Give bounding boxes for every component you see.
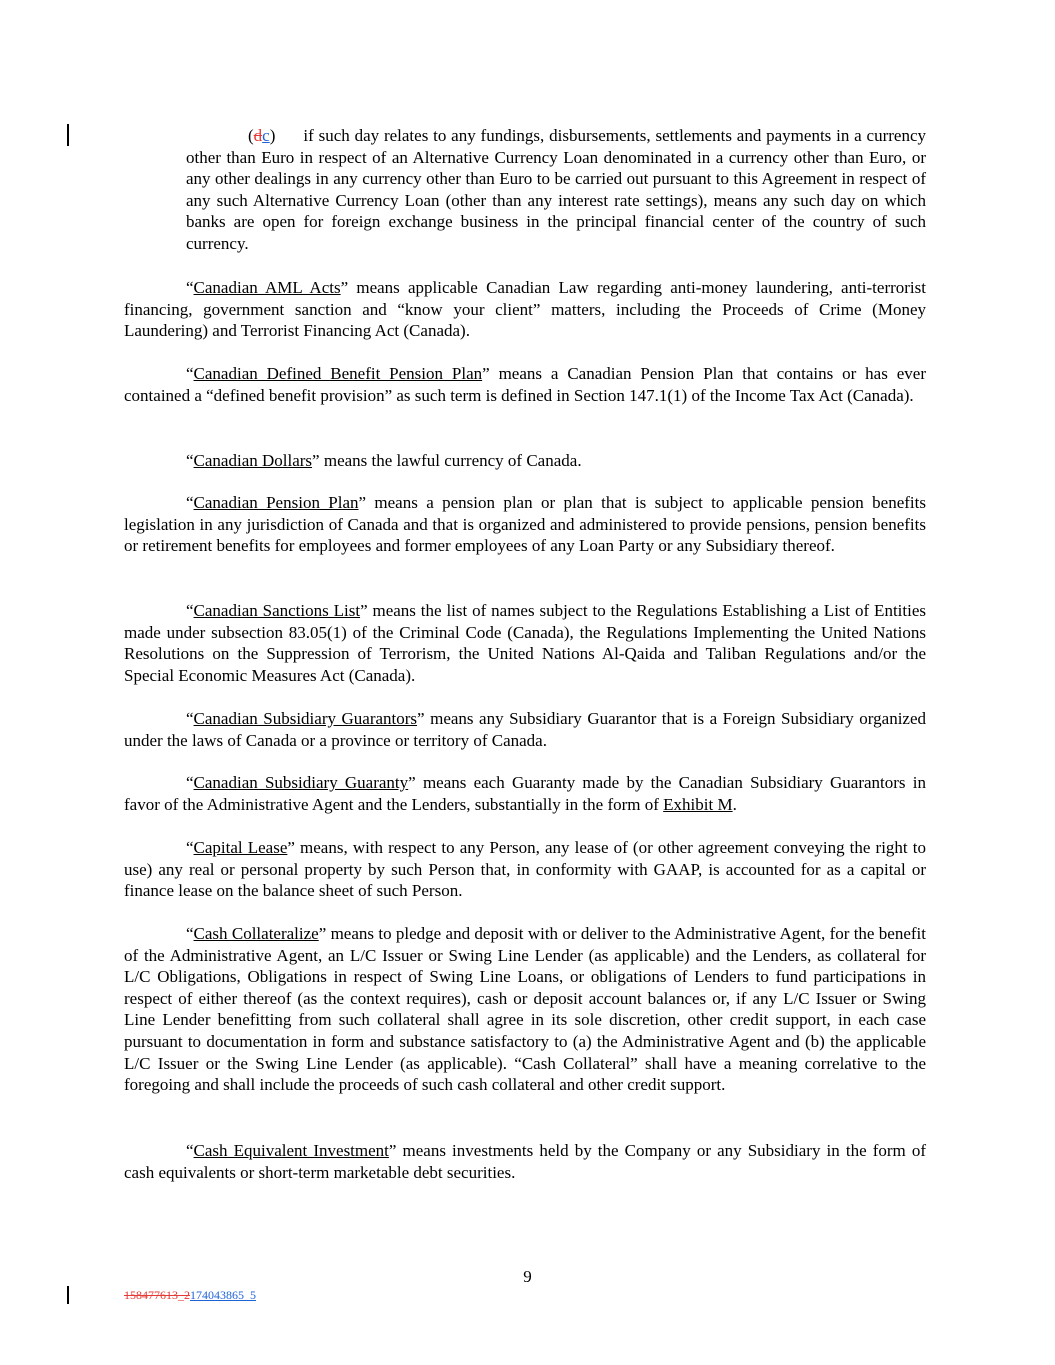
- definition-canadian-pension-plan: “Canadian Pension Plan” means a pension plan or plan that is subject to applicable pension benefits legislation in any jurisdiction of Canada and that is organized and administered to provide pensions, pension benefits or retirement benefits for employees and former employees of any Loan Party or any Subsidiary thereof.: [124, 493, 926, 556]
- definition-body: means a pension plan or plan that is subject to applicable pension benefits legislation in any jurisdiction of Canada and that is organized and administered to provide pensions, pension benefits or retirement benefits for employees and former employees of any Loan Party or any Subsidiary thereof.: [124, 493, 926, 556]
- document-id: [124, 1287, 256, 1303]
- definition-body: means a Canadian Pension Plan that contains or has ever contained a “defined benefit provision” as such term is defined in Section 147.1(1) of the Income Tax Act (Canada).: [124, 364, 926, 405]
- page-number: 9: [523, 1267, 532, 1286]
- inserted-doc-id: 174043865_5: [190, 1288, 256, 1302]
- definition-body: means the list of names subject to the Regulations Establishing a List of Entities made under subsection 83.05(1) of the Criminal Code (Canada), the Regulations Implementing the United Nations Resolutions on the Suppression of Terrorism, the United Nations Al-Qaida and Taliban Regulations and/or the Special Economic Measures Act (Canada).: [124, 601, 926, 685]
- defined-term: Canadian Sanctions List: [193, 601, 361, 620]
- definition-body: means, with respect to any Person, any lease of (or other agreement conveying the right to use) any real or personal property by such Person that, in conformity with GAAP, is accounted for as a capital or finance lease on the balance sheet of such Person.: [124, 838, 926, 901]
- definition-body: means each Guaranty made by the Canadian Subsidiary Guarantors in favor of the Administrative Agent and the Lenders, substantially in the form of: [124, 773, 926, 814]
- item-d-text: if such day relates to any fundings, disbursements, settlements and payments in a currency other than Euro in respect of an Alternative Currency Loan denominated in a currency other than Euro, or any other dealings in any currency other than Euro to be carried out pursuant to this Agreement in respect of any such Alternative Currency Loan (other than any interest rate settings), means any such day on which banks are open for foreign exchange business in the principal financial center of the country of such currency.: [186, 126, 926, 253]
- defined-term: Cash Collateralize: [193, 924, 319, 943]
- definition-cash-collateralize: “Cash Collateralize” means to pledge and deposit with or deliver to the Administrative Agent, for the benefit of the Administrative Agent, an L/C Issuer or Swing Line Lender (as applicable) and the Lenders, as collateral for L/C Obligations, Obligations in respect of Swing Line Loans, or obligations of Lenders to fund participations in respect of either thereof (as the context requires), cash or deposit account balances or, if any L/C Issuer or Swing Line Lender benefitting from such collateral shall agree in its sole discretion, other credit support, in each case pursuant to documentation in form and substance satisfactory to (a) the Administrative Agent and (b) the applicable L/C Issuer or the Swing Line Lender (as applicable). “Cash Collateral” shall have a meaning correlative to the foregoing and shall include the proceeds of such cash collateral and other credit support.: [124, 924, 926, 1095]
- defined-term: Canadian Pension Plan: [193, 493, 359, 512]
- definition-body: means any Subsidiary Guarantor that is a Foreign Subsidiary organized under the laws of Canada or a province or territory of Canada.: [124, 709, 927, 750]
- change-bar-bottom: [67, 1286, 69, 1304]
- item-d-paragraph: [186, 125, 926, 255]
- defined-term: Cash Equivalent Investment: [193, 1141, 389, 1160]
- defined-term: Canadian Subsidiary Guarantors: [193, 709, 418, 728]
- definition-cash-equivalent-investment: “Cash Equivalent Investment” means investments held by the Company or any Subsidiary in the form of cash equivalents or short-term marketable debt securities.: [124, 1141, 926, 1182]
- definition-canadian-dollars: “Canadian Dollars” means the lawful currency of Canada.: [186, 451, 582, 470]
- defined-term: Canadian Defined Benefit Pension Plan: [193, 364, 483, 383]
- definition-canadian-sanctions-list: “Canadian Sanctions List” means the list of names subject to the Regulations Establishing a List of Entities made under subsection 83.05(1) of the Criminal Code (Canada), the Regulations Implementing the United Nations Resolutions on the Suppression of Terrorism, the United Nations Al-Qaida and Taliban Regulations and/or the Special Economic Measures Act (Canada).: [124, 601, 926, 685]
- change-bar-top: [67, 124, 69, 146]
- definition-body: means the lawful currency of Canada.: [319, 451, 582, 470]
- exhibit-reference: Exhibit M: [663, 794, 733, 814]
- definition-body: means investments held by the Company or any Subsidiary in the form of cash equivalents or short-term marketable debt securities.: [124, 1141, 926, 1182]
- definition-canadian-defined-benefit-pension-plan: “Canadian Defined Benefit Pension Plan” means a Canadian Pension Plan that contains or has ever contained a “defined benefit provision” as such term is defined in Section 147.1(1) of the Income Tax Act (Canada).: [124, 364, 926, 405]
- item-label: (dc): [248, 126, 276, 145]
- defined-term: Canadian Dollars: [193, 451, 313, 470]
- defined-term: Canadian AML Acts: [193, 278, 341, 297]
- deleted-doc-id: 158477613_2: [124, 1288, 190, 1302]
- defined-term: Canadian Subsidiary Guaranty: [193, 773, 409, 792]
- defined-term: Capital Lease: [193, 838, 288, 857]
- definition-canadian-subsidiary-guarantors: “Canadian Subsidiary Guarantors” means any Subsidiary Guarantor that is a Foreign Subsidiary organized under the laws of Canada or a province or territory of Canada.: [124, 709, 927, 750]
- definition-body: means applicable Canadian Law regarding anti-money laundering, anti-terrorist financing, government sanction and “know your client” matters, including the Proceeds of Crime (Money Laundering) and Terrorist Financing Act (Canada).: [124, 278, 926, 341]
- definition-canadian-subsidiary-guaranty: “Canadian Subsidiary Guaranty” means each Guaranty made by the Canadian Subsidiary Guarantors in favor of the Administrative Agent and the Lenders, substantially in the form of Exhibit M.: [124, 773, 926, 814]
- deleted-text: d: [253, 126, 263, 145]
- definition-body: means to pledge and deposit with or deliver to the Administrative Agent, for the benefit of the Administrative Agent, an L/C Issuer or Swing Line Lender (as applicable) and the Lenders, as collateral for L/C Obligations, Obligations in respect of Swing Line Loans, or obligations of Lenders to fund participations in respect of either thereof (as the context requires), cash or deposit account balances or, if any L/C Issuer or Swing Line Lender benefitting from such collateral shall agree in its sole discretion, other credit support, in each case pursuant to documentation in form and substance satisfactory to (a) the Administrative Agent and (b) the applicable L/C Issuer or the Swing Line Lender (as applicable). “Cash Collateral” shall have a meaning correlative to the foregoing and shall include the proceeds of such cash collateral and other credit support.: [124, 924, 926, 1095]
- definition-capital-lease: “Capital Lease” means, with respect to any Person, any lease of (or other agreement conveying the right to use) any real or personal property by such Person that, in conformity with GAAP, is accounted for as a capital or finance lease on the balance sheet of such Person.: [124, 838, 926, 901]
- definition-canadian-aml-acts: “Canadian AML Acts” means applicable Canadian Law regarding anti-money laundering, anti-terrorist financing, government sanction and “know your client” matters, including the Proceeds of Crime (Money Laundering) and Terrorist Financing Act (Canada).: [124, 278, 926, 341]
- inserted-text: c: [262, 126, 270, 145]
